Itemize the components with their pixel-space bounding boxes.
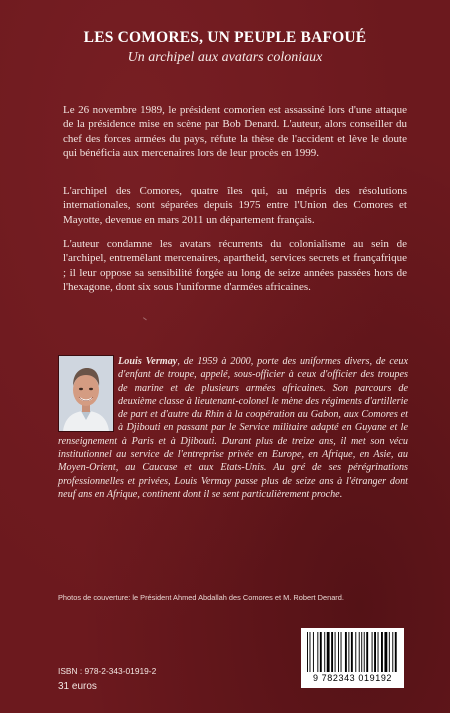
barcode-bar — [378, 632, 379, 672]
author-name: Louis Vermay — [118, 356, 178, 367]
barcode-bar — [359, 632, 360, 672]
barcode-bar — [395, 632, 397, 672]
barcode-bar — [348, 632, 349, 672]
barcode-bar — [351, 632, 353, 672]
barcode-number: 9 782343 019192 — [312, 673, 393, 683]
barcode-bar — [317, 632, 318, 672]
barcode-bar — [361, 632, 362, 672]
barcode-bar — [374, 632, 376, 672]
summary-paragraph-1: Le 26 novembre 1989, le président comorien est assassiné lors d'une attaque de la présidence mise en scène par Bob Denard. L'auteur, alors conseiller du chef des forces armées du pays, réfute la thèse de l'accident et lève le doute qui bénéficia aux mercenaires lors de leur procès en 1999. — [63, 104, 407, 159]
barcode-bar — [345, 632, 347, 672]
barcode-bar — [335, 632, 336, 672]
book-subtitle: Un archipel aux avatars coloniaux — [127, 50, 323, 65]
scratch-mark — [141, 317, 147, 323]
author-bio-text: , de 1959 à 2000, porte des uniformes divers, de ceux d'enfant de troupe, appelé, sous-officier à ceux d'officier des troupes de marine et de plusieurs armées africaines. Son parcours de deuxième classe à lieutenant-colonel le mène des régiments d'artillerie de part et d'autre du Rhin à la coopération au Gabon, aux Comores et à Djibouti en passant par le Service militaire adapté en Guyane et le renseignement à Paris et à Djibouti. Durant plus de treize ans, il met son vécu institutionnel au service de l'entreprise privée en Europe, en Afrique, en Asie, au Moyen-Orient, au Caucase et aux Etats-Unis. Au gré de ses pérégrinations professionnelles et privées, Louis Vermay passe plus de seize ans à l'étranger dont neuf ans en Afrique, continent dont il se sent particulièrement proche. — [58, 356, 408, 500]
barcode-bar — [327, 632, 330, 672]
author-bio — [58, 355, 408, 501]
barcode — [301, 628, 404, 688]
photo-credits: Photos de couverture: le Président Ahmed Abdallah des Comores et M. Robert Denard. — [58, 593, 344, 602]
price: 31 euros — [58, 681, 97, 692]
barcode-bar — [307, 632, 308, 672]
barcode-bar — [389, 632, 390, 672]
book-title: LES COMORES, UN PEUPLE BAFOUÉ — [83, 29, 367, 46]
barcode-bar — [364, 632, 365, 672]
barcode-bar — [331, 632, 333, 672]
summary-paragraph-3: L'auteur condamne les avatars récurrents du colonialisme au sein de l'archipel, entremêlant mercenaires, apartheid, services secrets et françafrique ; il leur oppose sa sensibilité forgée au long de seize années passées hors de l'hexagone, dont six sous l'uniforme d'armées africaines. — [63, 238, 407, 293]
barcode-bar — [324, 632, 325, 672]
barcode-bars — [306, 632, 399, 672]
barcode-bar — [355, 632, 356, 672]
barcode-bar — [338, 632, 339, 672]
barcode-bar — [372, 632, 373, 672]
barcode-bar — [366, 632, 368, 672]
isbn: ISBN : 978-2-343-01919-2 — [58, 666, 157, 676]
barcode-bar — [381, 632, 383, 672]
barcode-bar — [310, 632, 311, 672]
barcode-bar — [341, 632, 342, 672]
barcode-bar — [320, 632, 322, 672]
summary-paragraph-2: L'archipel des Comores, quatre îles qui, au mépris des résolutions internationales, sont séparées depuis 1975 entre l'Union des Comores et Mayotte, devenue en mars 2011 un département français. — [63, 185, 407, 226]
barcode-bar — [384, 632, 387, 672]
barcode-bar — [313, 632, 314, 672]
barcode-bar — [392, 632, 393, 672]
